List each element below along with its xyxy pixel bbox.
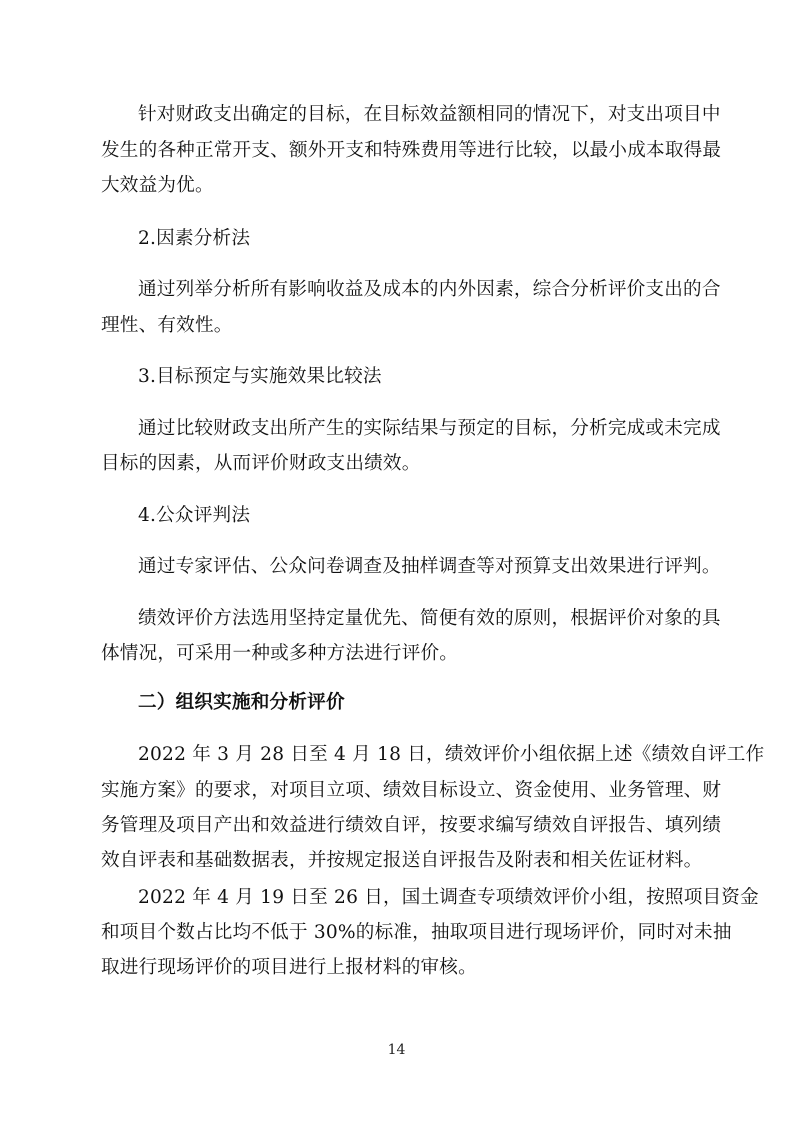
text-line: 大效益为优。	[101, 175, 214, 196]
page-number: 14	[387, 1042, 406, 1058]
text-line: 针对财政支出确定的目标，在目标效益额相同的情况下，对支出项目中	[138, 104, 721, 125]
text-line: 通过专家评估、公众问卷调查及抽样调查等对预算支出效果进行评判。	[138, 556, 721, 577]
text-line: 通过列举分析所有影响收益及成本的内外因素，综合分析评价支出的合	[138, 279, 721, 300]
text-line: 理性、有效性。	[101, 315, 233, 336]
text-line: 取进行现场评价的项目进行上报材料的审核。	[101, 957, 477, 978]
text-line: 效自评表和基础数据表，并按规定报送自评报告及附表和相关佐证材料。	[101, 850, 703, 871]
heading-factor-analysis: 2.因素分析法	[138, 228, 251, 249]
text-line: 体情况，可采用一种或多种方法进行评价。	[101, 643, 459, 664]
text-line: 通过比较财政支出所产生的实际结果与预定的目标，分析完成或未完成	[138, 418, 721, 439]
text-line: 2022 年 3 月 28 日至 4 月 18 日，绩效评价小组依据上述《绩效自评工作	[138, 744, 765, 765]
heading-target-comparison: 3.目标预定与实施效果比较法	[138, 366, 382, 387]
text-line: 务管理及项目产出和效益进行绩效自评，按要求编写绩效自评报告、填列绩	[101, 815, 722, 836]
text-line: 实施方案》的要求，对项目立项、绩效目标设立、资金使用、业务管理、财	[101, 780, 722, 801]
text-line: 目标的因素，从而评价财政支出绩效。	[101, 453, 421, 474]
text-line: 绩效评价方法选用坚持定量优先、简便有效的原则，根据评价对象的具	[138, 608, 721, 629]
text-line: 发生的各种正常开支、额外开支和特殊费用等进行比较，以最小成本取得最	[101, 140, 722, 161]
text-line: 2022 年 4 月 19 日至 26 日，国土调查专项绩效评价小组，按照项目资金	[138, 887, 759, 908]
heading-public-judgment: 4.公众评判法	[138, 505, 251, 526]
section-heading: 二）组织实施和分析评价	[138, 692, 345, 713]
text-line: 和项目个数占比均不低于 30%的标准，抽取项目进行现场评价，同时对未抽	[101, 922, 732, 943]
